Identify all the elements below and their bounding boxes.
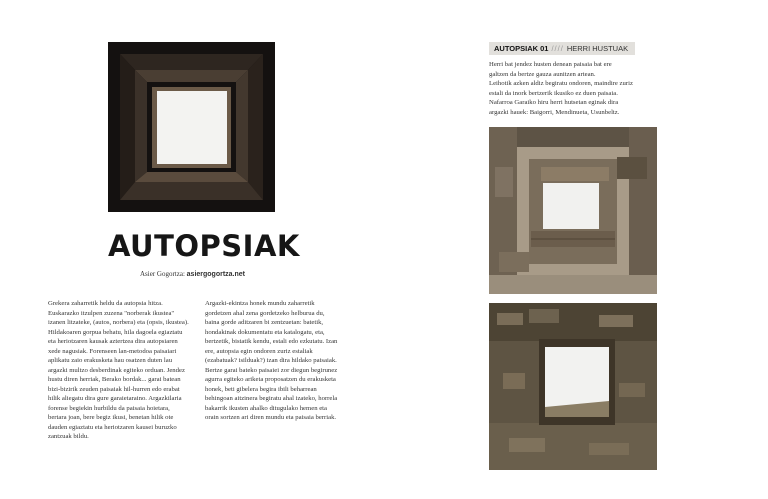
intro-line: Nafarroa Garaiko hiru herri hutsetan eginak dira (489, 99, 619, 106)
body-text-2: Argazki-ekintza honek mundu zaharretik gordetzen ahal zena gordetzeko helburua du, baina gorde aditzaren bi zentzuetan: batetik, hondakinak dokumentatu eta katalogatu, eta, bertzetik, bistatik kendu, estali edo ezkutatu. Izan ere, autopsia egin ondoren zuriz estaliak (ezabatuak? isilduak?) izan dira hildako paisaiak. Bertze garai bateko paisaiei zor diegun begirunez agurra egiteko ariketa proposatzen du erakusketa honek, beti gibelera begira ibili beharrean behingoan aitzinera begiratu ahal izateko, horrela bakarrik ikusten ahalko ditugulako hemen eta orain sortzen ari diren mundu eta paisaia berriak. (205, 300, 338, 421)
section-number: AUTOPSIAK 01 (494, 44, 549, 53)
body-column-1 (48, 299, 190, 442)
byline (140, 270, 245, 278)
hero-window-photo (108, 42, 275, 212)
window-photo-1 (489, 127, 657, 294)
right-page (384, 0, 768, 499)
intro-line: estali da inork bertzerik ikusiko ez duen paisaia. (489, 89, 618, 97)
author-name: Asier Gogortza: (140, 270, 187, 278)
body-column-2 (205, 299, 340, 423)
window-photo-icon (108, 42, 275, 212)
intro-line: Leihotik azken aldiz begiratu ondoren, maindire zuriz (489, 80, 633, 87)
intro-line: galtzen da bertze gauza aunitzen artean. (489, 70, 596, 78)
intro-line: argazki hauek: Baigorri, Mendinueta, Usunbeltz. (489, 108, 620, 116)
stone-window-photo-icon (489, 127, 657, 294)
window-photo-2 (489, 303, 657, 470)
intro-line: Herri bat jendez husten denean paisaia bat ere (489, 61, 612, 68)
author-website: asiergogortza.net (186, 271, 246, 278)
body-text-1: Grekera zaharretik heldu da autopsia hitza. Euskarazko itzulpen zuzena "norberak ikustea" izanen litzateke, (autos, norbera) eta (opsis, ikustea). Hildakoaren gorpua behatu, hila dagoela egiaztatu eta heriotzaren kausak aztertzea dira autopsiaren xede nagusiak. Forenseen lan-metodoa paisaiari aplikatu zaio erakusketa hau osatzen duten lau argazki multzo desberdinak egiteko orduan. Jendez hustu diren herriak, Berako bordak... garai batean bizi-bizirik zeuden paisaiak hil-hurren edo erabat hilik aliegatu dira gure garaietaraino. Argazkilaria forense begiekin hurbildu da paisaia hoietara, bertara joan, bere begiz ikusi, benetan hilik ote dauden egiaztatu eta heriotzaren kausei buruzko zantzuak bildu. (48, 300, 189, 440)
section-label (489, 42, 635, 55)
page-title: AUTOPSIAK (108, 229, 300, 263)
section-separator: //// (551, 44, 564, 53)
rubble-window-photo-icon (489, 303, 657, 470)
section-subtitle: HERRI HUSTUAK (566, 44, 629, 53)
intro-text (489, 60, 659, 117)
